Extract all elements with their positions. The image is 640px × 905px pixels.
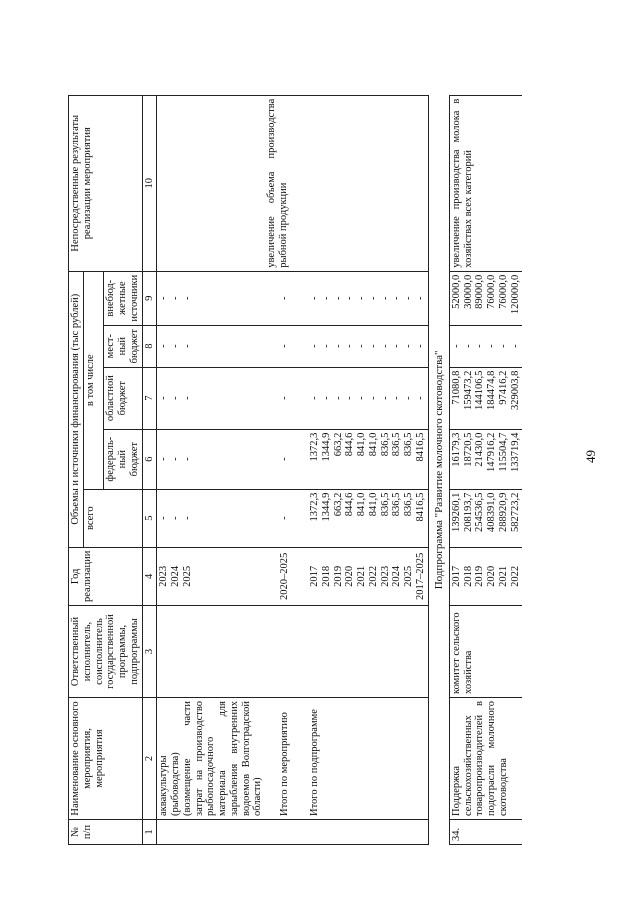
table-row — [157, 95, 265, 844]
colnum-2: 2 — [142, 698, 157, 820]
header-total: всего — [83, 489, 142, 547]
subprogram-title: Подпрограмма "Развитие молочного скотоводства" — [428, 95, 449, 844]
header-local: мест-ный бюджет — [104, 325, 142, 367]
colnum-1: 1 — [142, 820, 157, 845]
header-regional: областной бюджет — [104, 367, 142, 429]
activity-years: 2017 2018 2019 2020 2021 2022 — [449, 547, 522, 605]
activity-regional: 71080,8 159473,2 144106,5 184474,8 97416,2 329003,8 — [449, 367, 522, 429]
activity-total-federal: - — [265, 429, 301, 489]
colnum-6: 6 — [142, 429, 157, 489]
colnum-3: 3 — [142, 606, 157, 698]
activity-result: увеличение объема производства рыбной продукции — [265, 95, 301, 271]
activity-name: Поддержка сельскохозяйственных товаропроизводителей в подотрасли молочного скотоводства — [449, 698, 522, 820]
header-year: Год реализации — [69, 547, 143, 605]
subprogram-regional: - - - - - - - - - - — [301, 367, 428, 429]
activity-total-regional: - — [265, 367, 301, 429]
header-results: Непосредственные результаты реализации мероприятия — [69, 95, 143, 271]
activity-total-label: Итого по мероприятию — [265, 698, 301, 820]
activity-local: - - - - - - — [449, 325, 522, 367]
header-extrabudget: внебюд-жетные источники — [104, 271, 142, 325]
activity-name: аквакультуры (рыбоводства) (возмещение части затрат на производство рыбопосадочного материала для зарыбления внутренних водоемов Волгоградской области) — [157, 698, 265, 820]
federal-list: - - - — [157, 429, 265, 489]
subprogram-extrabudget: - - - - - - - - - - — [301, 271, 428, 325]
subprogram-total-label: Итого по подпрограмме — [301, 698, 428, 820]
table-row — [301, 95, 428, 844]
subprogram-total: 1372,3 1344,9 663,2 844,6 841,0 841,0 836,5 836,5 836,5 8416,5 — [301, 489, 428, 547]
colnum-9: 9 — [142, 271, 157, 325]
colnum-5: 5 — [142, 489, 157, 547]
activity-number: 34. — [449, 820, 522, 845]
header-including: в том числе — [83, 271, 104, 489]
activity-result: увеличение производства молока в хозяйствах всех категорий — [449, 95, 522, 271]
activity-total-local: - — [265, 325, 301, 367]
financing-table — [68, 95, 522, 845]
header-financing: Объемы и источники финансирования (тыс рублей) — [69, 271, 84, 547]
activity-total-extrabudget: - — [265, 271, 301, 325]
colnum-7: 7 — [142, 367, 157, 429]
table-row — [428, 95, 449, 844]
activity-responsible: комитет сельского хозяйства — [449, 606, 522, 698]
table-row — [265, 95, 301, 844]
colnum-4: 4 — [142, 547, 157, 605]
subprogram-federal: 1372,3 1344,9 663,2 844,6 841,0 841,0 836,5 836,5 836,5 8416,5 — [301, 429, 428, 489]
total-list: - - - — [157, 489, 265, 547]
activity-federal: 16179,3 18720,5 21430,0 147916,2 115504,7 133719,4 — [449, 429, 522, 489]
activity-total-total: - — [265, 489, 301, 547]
page-number: 49 — [583, 450, 598, 463]
local-list: - - - — [157, 325, 265, 367]
extrabudget-list: - - - — [157, 271, 265, 325]
activity-total: 139260,1 208193,7 254536,5 408391,0 288920,9 582723,2 — [449, 489, 522, 547]
header-federal: федераль-ный бюджет — [104, 429, 142, 489]
activity-extrabudget: 52000,0 30000,0 89000,0 76000,0 76000,0 120000,0 — [449, 271, 522, 325]
subprogram-years: 2017 2018 2019 2020 2021 2022 2023 2024 2025 2017–2025 — [301, 547, 428, 605]
subprogram-local: - - - - - - - - - - — [301, 325, 428, 367]
regional-list: - - - — [157, 367, 265, 429]
years-list: 2023 2024 2025 — [157, 547, 265, 605]
header-responsible: Ответственный исполнитель, соисполнитель государственной программы, подпрограммы — [69, 606, 143, 698]
table-row — [449, 95, 522, 844]
colnum-10: 10 — [142, 95, 157, 271]
header-name: Наименование основного мероприятия, мероприятия — [69, 698, 143, 820]
colnum-8: 8 — [142, 325, 157, 367]
header-num: № п/п — [69, 820, 143, 845]
activity-total-years: 2020–2025 — [265, 547, 301, 605]
